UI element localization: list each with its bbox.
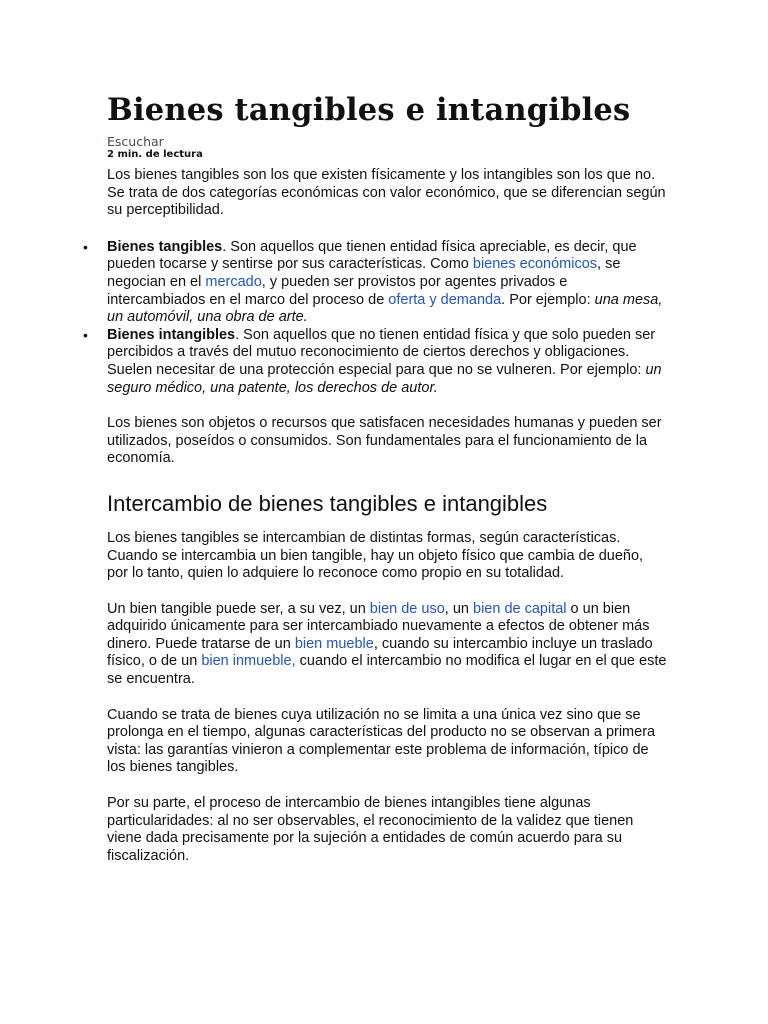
example-tangible: una mesa, un automóvil, una obra de arte. xyxy=(107,291,663,326)
bullet: • xyxy=(83,238,88,255)
bullet: • xyxy=(83,326,88,343)
text-segment: . Por ejemplo: xyxy=(501,291,595,308)
link-bien-de-capital[interactable]: bien de capital xyxy=(473,600,567,617)
text-segment: , se negocian en el xyxy=(107,256,621,290)
link-bienes-economicos[interactable]: bienes económicos xyxy=(472,256,598,273)
link-bien-inmueble[interactable]: bien inmueble, xyxy=(201,653,296,670)
exchange-paragraph-2 xyxy=(107,601,667,689)
exchange-paragraph-4: Por su parte, el proceso de intercambio de bienes intangibles tiene algunas particularidades: al no ser observables, el reconocimiento de la validez que tienen viene dada precisamente por la sujeción a entidades de común acuerdo para su fiscalización. xyxy=(107,795,634,864)
text-segment: cuando el intercambio no modifica el lugar en el que este se encuentra. xyxy=(107,653,667,688)
link-oferta-demanda[interactable]: oferta y demanda xyxy=(388,291,502,308)
text-segment: , cuando su intercambio incluye un traslado físico, o de un xyxy=(107,635,653,670)
text-segment: . Son aquellos que no tienen entidad física y que solo pueden ser percibidos a través del mutuo reconocimiento de ciertos derechos y obligaciones. Suelen necesitar de una protección especial para que no se vulneren. Por ejemplo: xyxy=(107,326,656,378)
text-segment: , un xyxy=(444,600,473,617)
article xyxy=(83,90,667,865)
section-heading: Intercambio de bienes tangibles e intangibles xyxy=(107,490,548,516)
intro-paragraph: Los bienes tangibles son los que existen físicamente y los intangibles son los que no. Se trata de dos categorías económicas con valor económico, que se diferencian según su perceptibilidad. xyxy=(107,167,666,219)
link-mercado[interactable]: mercado xyxy=(205,273,262,290)
term-tangible: Bienes tangibles xyxy=(107,238,223,255)
text-segment: Un bien tangible puede ser, a su vez, un xyxy=(107,600,370,617)
list-item-tangible xyxy=(83,238,667,327)
list-item-intangible xyxy=(83,326,667,397)
term-intangible: Bienes intangibles xyxy=(107,326,236,343)
link-bien-de-uso[interactable]: bien de uso xyxy=(369,600,445,617)
page-title: Bienes tangibles e intangibles xyxy=(107,92,631,128)
read-time: 2 min. de lectura xyxy=(107,149,203,160)
listen-button[interactable]: Escuchar xyxy=(107,134,164,149)
text-segment: o un bien adquirido únicamente para ser intercambiado nuevamente a efectos de obtener más dinero. Puede tratarse de un xyxy=(107,600,650,652)
example-intangible: un seguro médico, una patente, los derechos de autor. xyxy=(107,361,662,396)
exchange-paragraph-3: Cuando se trata de bienes cuya utilización no se limita a una única vez sino que se prolonga en el tiempo, algunas características del producto no se observan a primera vista: las garantías vinieron a complementar este problema de información, típico de los bienes tangibles. xyxy=(107,706,656,776)
goods-list xyxy=(83,238,667,397)
link-bien-mueble[interactable]: bien mueble xyxy=(294,635,374,652)
text-segment: . Son aquellos que tienen entidad física apreciable, es decir, que pueden tocarse y sentirse por sus características. Como xyxy=(107,238,637,273)
bienes-paragraph: Los bienes son objetos o recursos que satisfacen necesidades humanas y pueden ser utilizados, poseídos o consumidos. Son fundamentales para el funcionamiento de la economía. xyxy=(107,415,662,467)
text-segment: , y pueden ser provistos por agentes privados e intercambiados en el marco del proceso de xyxy=(107,273,568,308)
exchange-paragraph-1: Los bienes tangibles se intercambian de distintas formas, según características. Cuando se intercambia un bien tangible, hay un objeto físico que cambia de dueño, por lo tanto, quien lo adquiere lo reconoce como propio en su totalidad. xyxy=(107,529,644,582)
